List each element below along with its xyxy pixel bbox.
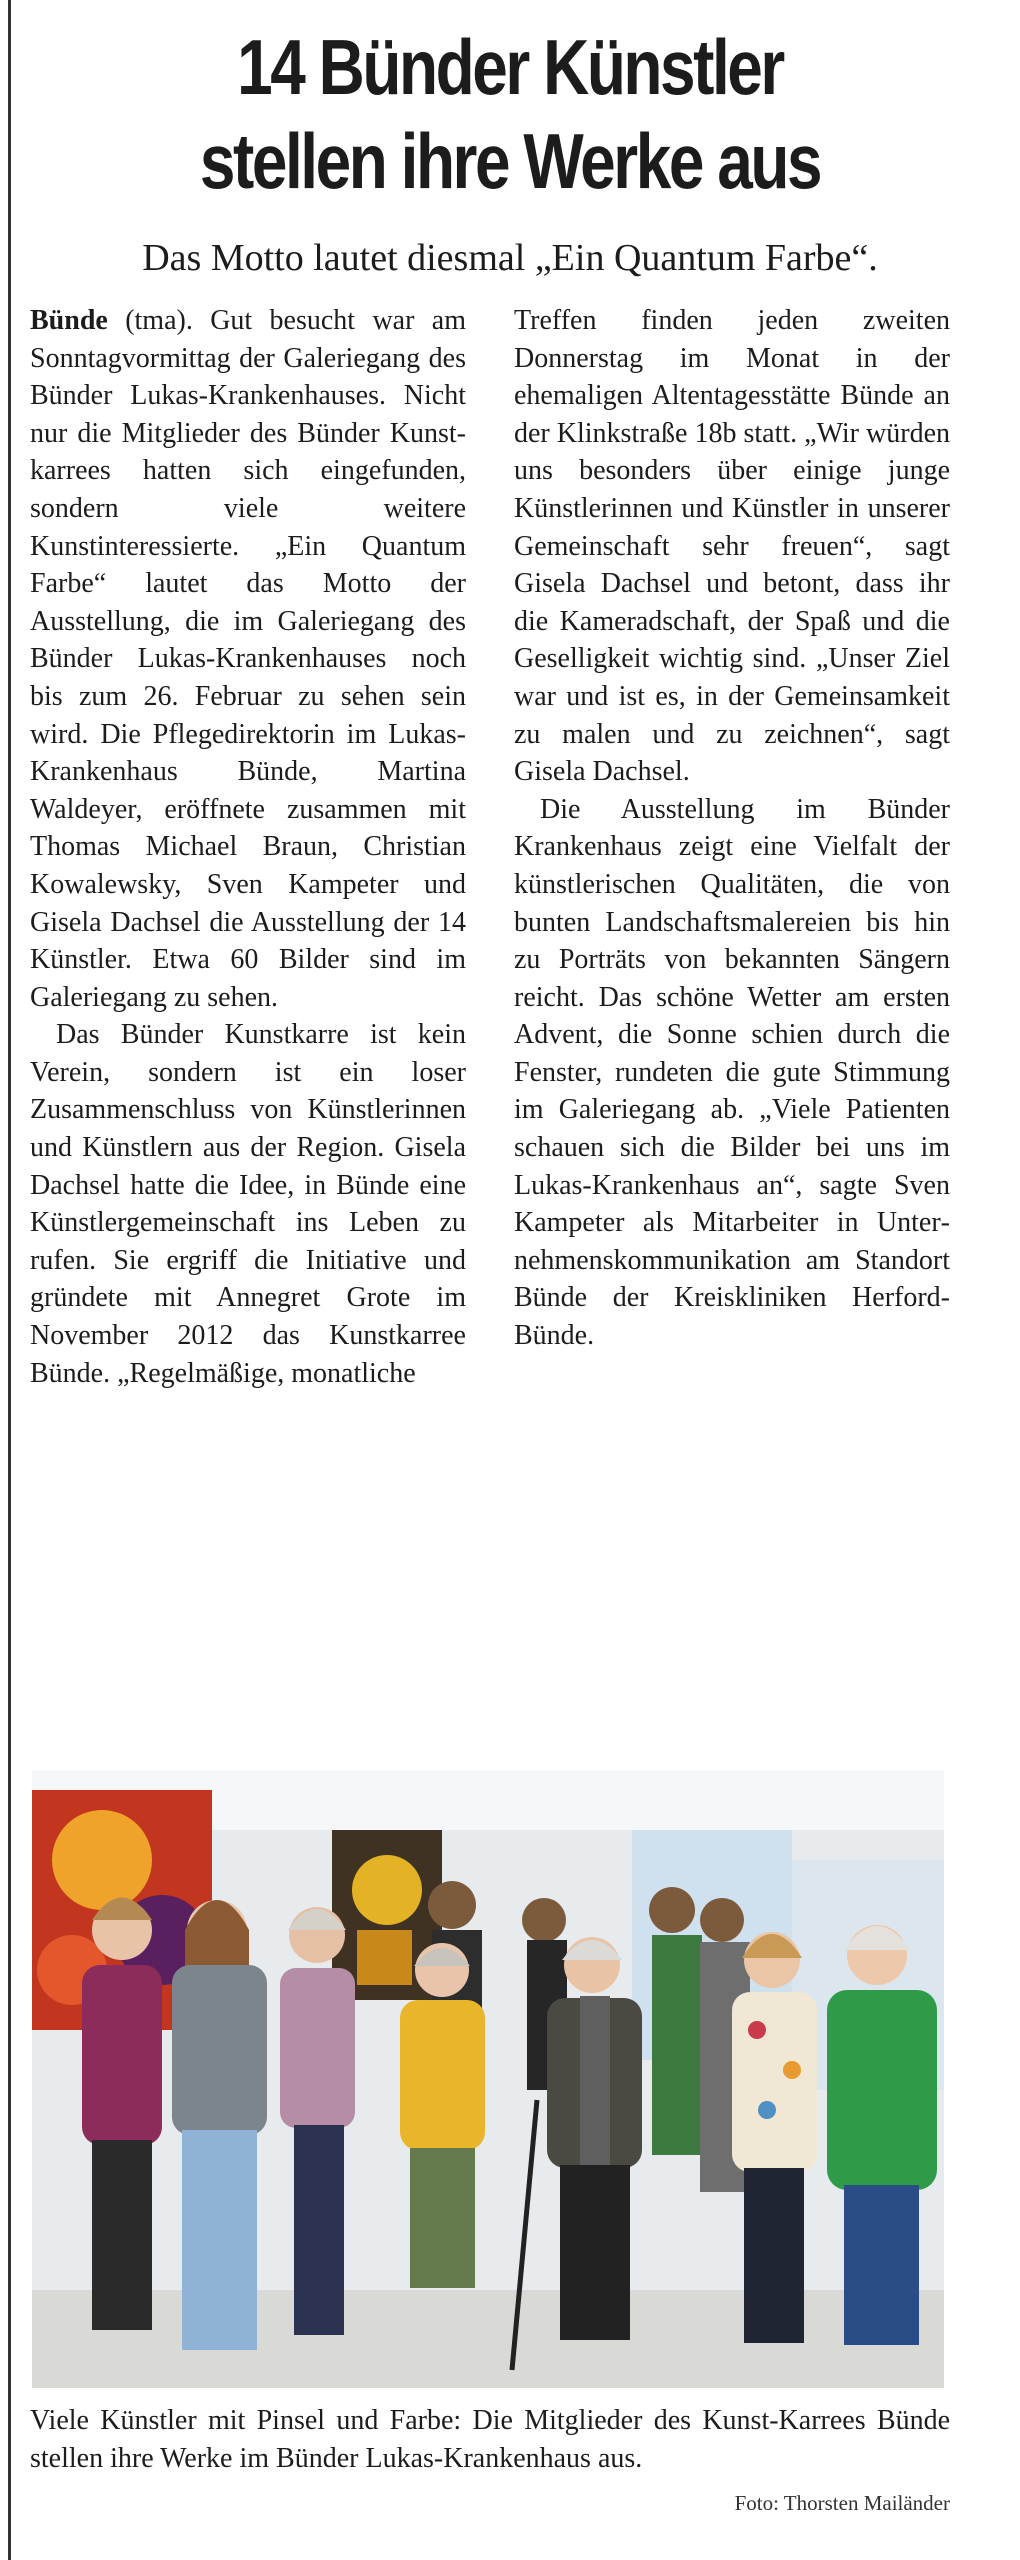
paragraph: Das Bünder Kunstkarre ist kein Verein, sondern ist ein loser Zusammenschluss von Künstlerinnen und Künstlern aus der Region. Gisela Dachsel hatte die Idee, in Bünde eine Künstlergemeinschaft ins Leben zu rufen. Sie ergriff die Initiative und gründete mit Annegret Grote im November 2012 das Kunstkarree Bünde. „Regelmäßige, monatliche	[30, 1019, 466, 1389]
person-2	[172, 1900, 267, 2350]
headline-line-2: stellen ihre Werke aus	[199, 117, 821, 205]
paragraph: Die Ausstellung im Bünder Krankenhaus zeigt eine Vielfalt der künstlerischen Qualitäten, die von bunten Landschaftsmalereien bis hin zu Porträts von bekannten Sängern reicht. Das schöne Wetter am ersten Advent, die Sonne schien durch die Fenster, rundeten die gute Stimmung im Galeriegang ab. „Viele Patienten schauen sich die Bilder bei uns im Lukas-Krankenhaus an“, sagte Sven Kampeter als Mitarbeiter in Unternehmenskommunikation am Standort Bünde der Kreiskliniken Herford-Bünde.	[514, 793, 950, 1352]
paragraph: Treffen finden jeden zweiten Donnerstag im Monat in der ehemaligen Altentagesstätte Bünde an der Klinkstraße 18b statt. „Wir würden uns besonders über einige junge Künstlerinnen und Künstler in unserer Gemeinschaft sehr freuen“, sagt Gisela Dachsel und betont, dass ihr die Kameradschaft, der Spaß und die Geselligkeit wichtig sind. „Unser Ziel war und ist es, in der Gemeinsamkeit zu malen und zu zeichnen“, sagt Gisela Dachsel.	[514, 305, 950, 788]
dateline: Bünde	[30, 305, 108, 336]
subheadline: Das Motto lautet diesmal „Ein Quantum Farbe“.	[142, 237, 878, 279]
paragraph-text: (tma). Gut besucht war am Sonntagvormittag der Galeriegang des Bünder Lukas-Krankenhauses. Nicht nur die Mitglieder des Bünder Kunstkarrees hatten sich eingefunden, sondern viele weitere Kunstinteressierte. „Ein Quantum Farbe“ lautet das Motto der Ausstellung, die im Galeriegang des Bünder Lukas-Krankenhauses noch bis zum 26. Februar zu sehen sein wird. Die Pflegedirektorin im Lukas-Krankenhaus Bünde, Martina Waldeyer, eröffnete zusammen mit Thomas Michael Braun, Christian Kowalewsky, Sven Kampeter und Gisela Dachsel die Ausstellung der 14 Künstler. Etwa 60 Bilder sind im Galeriegang zu sehen.	[30, 305, 466, 1013]
photo-credit: Foto: Thorsten Mailänder	[734, 2491, 950, 2515]
column-right	[514, 302, 950, 1392]
headline	[125, 20, 896, 208]
photo-caption: Viele Künstler mit Pinsel und Farbe: Die Mitglieder des Kunst-Karrees Bünde stellen ihre Werke im Bünder Lukas-Krankenhaus aus.	[30, 2405, 950, 2474]
paragraph	[30, 302, 466, 1016]
column-left	[30, 302, 466, 1392]
headline-line-1: 14 Bünder Künstler	[237, 23, 783, 111]
group-photo	[32, 1770, 944, 2388]
page-edge-rule	[8, 0, 11, 2560]
article-body	[30, 302, 950, 1392]
group-photo-illustration	[32, 1770, 944, 2388]
